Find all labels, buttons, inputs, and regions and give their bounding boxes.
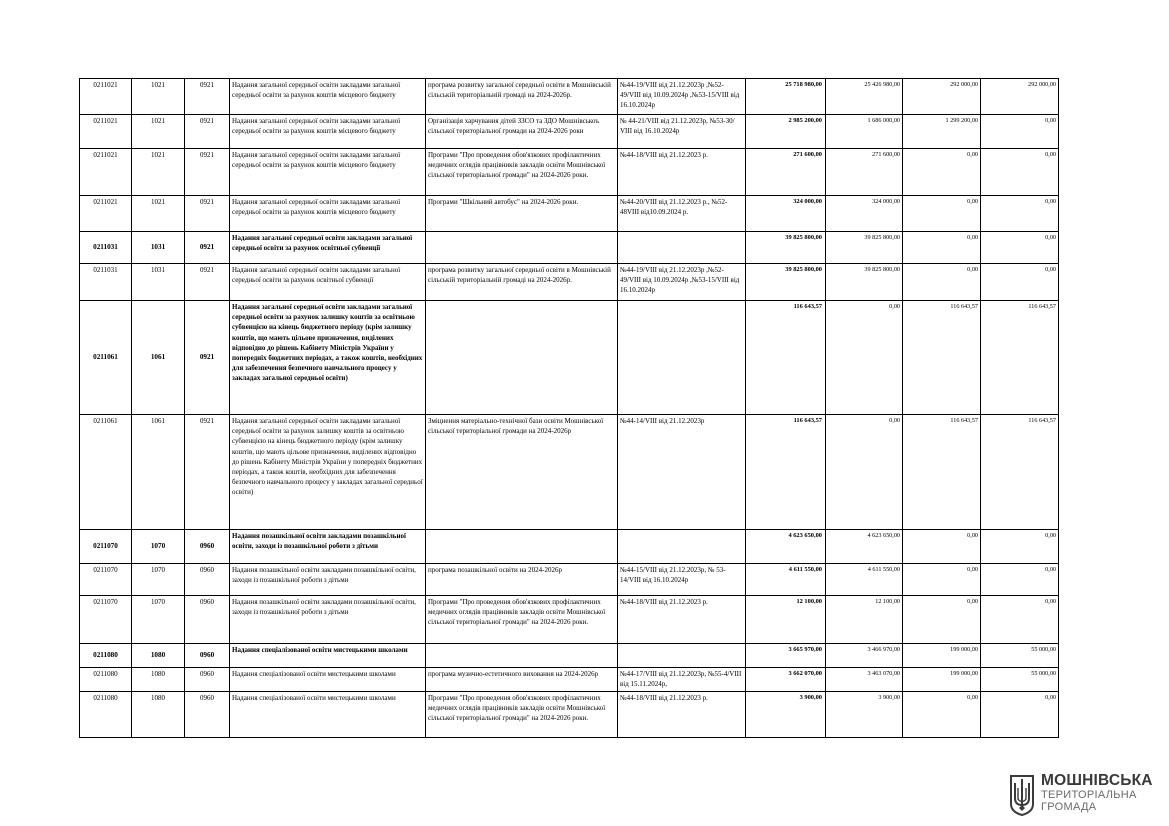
decision-cell: №44-19/VIII від 21.12.2023р ,№52-49/VIII від 10.09.2024р ,№53-15/VIII від 16.10.2024р bbox=[618, 79, 746, 115]
kfkv-cell: 0921 bbox=[185, 301, 230, 415]
kpkv-cell: 0211070 bbox=[80, 530, 132, 564]
kfkv-cell: 0921 bbox=[185, 79, 230, 115]
total-amount-cell: 3 900,00 bbox=[746, 692, 826, 738]
total-amount-cell: 116 643,57 bbox=[746, 415, 826, 530]
decision-cell: №44-15/VIII від 21.12.2023р, № 53-14/VIII від 16.10.2024р bbox=[618, 564, 746, 596]
special-fund-cell: 1 299 200,00 bbox=[903, 115, 981, 149]
kfkv-cell: 0960 bbox=[185, 596, 230, 644]
table-row bbox=[80, 692, 1059, 738]
decision-cell bbox=[618, 301, 746, 415]
development-budget-cell: 55 000,00 bbox=[981, 668, 1059, 692]
target-program-cell: Зміцнення матеріально-технічної бази освіти Мошнівської сільської територіальної громади на 2024-2026р bbox=[426, 415, 618, 530]
general-fund-cell: 0,00 bbox=[826, 415, 903, 530]
decision-cell bbox=[618, 232, 746, 264]
general-fund-cell: 4 611 550,00 bbox=[826, 564, 903, 596]
table-row bbox=[80, 668, 1059, 692]
general-fund-cell: 39 825 800,00 bbox=[826, 264, 903, 301]
development-budget-cell: 0,00 bbox=[981, 264, 1059, 301]
tpkvk-cell: 1070 bbox=[132, 596, 185, 644]
kpkv-cell: 0211080 bbox=[80, 644, 132, 668]
tpkvk-cell: 1080 bbox=[132, 692, 185, 738]
kfkv-cell: 0921 bbox=[185, 115, 230, 149]
tpkvk-cell: 1080 bbox=[132, 644, 185, 668]
table-row bbox=[80, 596, 1059, 644]
decision-cell: № 44-21/VIII від 21.12.2023р, №53-30/ VIII від 16.10.2024р bbox=[618, 115, 746, 149]
development-budget-cell: 116 643,57 bbox=[981, 415, 1059, 530]
kpkv-cell: 0211061 bbox=[80, 415, 132, 530]
special-fund-cell: 0,00 bbox=[903, 264, 981, 301]
target-program-cell: Програми "Про проведення обов'язкових профілактичних медичних оглядів працівників закладів освіти Мошнівської сільської територіальної громади" на 2024-2026 роки. bbox=[426, 149, 618, 196]
kfkv-cell: 0921 bbox=[185, 415, 230, 530]
kfkv-cell: 0921 bbox=[185, 232, 230, 264]
decision-cell: №44-18/VIII від 21.12.2023 р. bbox=[618, 149, 746, 196]
target-program-cell bbox=[426, 301, 618, 415]
table-row bbox=[80, 149, 1059, 196]
general-fund-cell: 271 600,00 bbox=[826, 149, 903, 196]
tpkvk-cell: 1061 bbox=[132, 415, 185, 530]
tpkvk-cell: 1021 bbox=[132, 115, 185, 149]
kfkv-cell: 0921 bbox=[185, 149, 230, 196]
total-amount-cell: 3 662 070,00 bbox=[746, 668, 826, 692]
table-row-subtotal bbox=[80, 530, 1059, 564]
development-budget-cell: 292 000,00 bbox=[981, 79, 1059, 115]
total-amount-cell: 4 623 650,00 bbox=[746, 530, 826, 564]
target-program-cell: Організація харчування дітей ЗЗСО та ЗДО Мошнівськоъ сільської територіальної громади на 2024-2026 роки bbox=[426, 115, 618, 149]
decision-cell: №44-20/VIII від 21.12.2023 р., №52-48VIII від10.09.2024 р. bbox=[618, 196, 746, 232]
kfkv-cell: 0921 bbox=[185, 264, 230, 301]
development-budget-cell: 55 000,00 bbox=[981, 644, 1059, 668]
development-budget-cell: 116 643,57 bbox=[981, 301, 1059, 415]
target-program-cell bbox=[426, 530, 618, 564]
table-row-subtotal bbox=[80, 301, 1059, 415]
kfkv-cell: 0960 bbox=[185, 668, 230, 692]
general-fund-cell: 4 623 650,00 bbox=[826, 530, 903, 564]
table-row bbox=[80, 196, 1059, 232]
general-fund-cell: 0,00 bbox=[826, 301, 903, 415]
program-name-cell: Надання загальної середньої освіти закладами загальної середньої освіти за рахунок коштів місцевого бюджету bbox=[230, 79, 426, 115]
tryzub-emblem-icon bbox=[1009, 774, 1035, 816]
general-fund-cell: 25 426 980,00 bbox=[826, 79, 903, 115]
general-fund-cell: 3 463 070,00 bbox=[826, 668, 903, 692]
total-amount-cell: 324 000,00 bbox=[746, 196, 826, 232]
total-amount-cell: 116 643,57 bbox=[746, 301, 826, 415]
development-budget-cell: 0,00 bbox=[981, 196, 1059, 232]
special-fund-cell: 0,00 bbox=[903, 232, 981, 264]
total-amount-cell: 25 718 980,00 bbox=[746, 79, 826, 115]
special-fund-cell: 116 643,57 bbox=[903, 415, 981, 530]
kpkv-cell: 0211070 bbox=[80, 596, 132, 644]
total-amount-cell: 2 985 200,00 bbox=[746, 115, 826, 149]
kpkv-cell: 0211021 bbox=[80, 115, 132, 149]
decision-cell: №44-17/VIII від 21.12.2023р, №55-4/VIII від 15.11.2024р, bbox=[618, 668, 746, 692]
program-name-cell: Надання загальної середньої освіти закладами загальної середньої освіти за рахунок коштів місцевого бюджету bbox=[230, 196, 426, 232]
development-budget-cell: 0,00 bbox=[981, 149, 1059, 196]
total-amount-cell: 4 611 550,00 bbox=[746, 564, 826, 596]
program-name-cell: Надання позашкільної освіти закладами позашкільної освіти, заходи із позашкільної роботи з дітьми bbox=[230, 564, 426, 596]
kfkv-cell: 0960 bbox=[185, 530, 230, 564]
tpkvk-cell: 1021 bbox=[132, 79, 185, 115]
target-program-cell: Програми "Про проведення обов'язкових профілактичних медичних оглядів працівників закладів освіти Мошнівської сільської територіальної громади" на 2024-2026 роки. bbox=[426, 692, 618, 738]
target-program-cell: програма музично-естетичного виховання на 2024-2026р bbox=[426, 668, 618, 692]
target-program-cell bbox=[426, 232, 618, 264]
special-fund-cell: 199 000,00 bbox=[903, 644, 981, 668]
tpkvk-cell: 1080 bbox=[132, 668, 185, 692]
table-row bbox=[80, 415, 1059, 530]
kpkv-cell: 0211080 bbox=[80, 692, 132, 738]
kfkv-cell: 0921 bbox=[185, 196, 230, 232]
special-fund-cell: 199 000,00 bbox=[903, 668, 981, 692]
target-program-cell: Програми "Про проведення обов'язкових профілактичних медичних оглядів працівників закладів освіти Мошнівської сільської територіальної громади" на 2024-2026 роки. bbox=[426, 596, 618, 644]
kpkv-cell: 0211061 bbox=[80, 301, 132, 415]
table-row-subtotal bbox=[80, 232, 1059, 264]
table-row-subtotal bbox=[80, 644, 1059, 668]
special-fund-cell: 0,00 bbox=[903, 564, 981, 596]
total-amount-cell: 39 825 800,00 bbox=[746, 232, 826, 264]
kpkv-cell: 0211031 bbox=[80, 232, 132, 264]
general-fund-cell: 3 900,00 bbox=[826, 692, 903, 738]
kpkv-cell: 0211080 bbox=[80, 668, 132, 692]
decision-cell bbox=[618, 530, 746, 564]
special-fund-cell: 0,00 bbox=[903, 196, 981, 232]
decision-cell: №44-18/VIII від 21.12.2023 р. bbox=[618, 596, 746, 644]
kpkv-cell: 0211021 bbox=[80, 196, 132, 232]
tpkvk-cell: 1070 bbox=[132, 530, 185, 564]
special-fund-cell: 0,00 bbox=[903, 692, 981, 738]
total-amount-cell: 3 665 970,00 bbox=[746, 644, 826, 668]
development-budget-cell: 0,00 bbox=[981, 115, 1059, 149]
program-name-cell: Надання позашкільної освіти закладами позашкільної освіти, заходи із позашкільної роботи з дітьми bbox=[230, 530, 426, 564]
program-name-cell: Надання загальної середньої освіти закладами загальної середньої освіти за рахунок коштів місцевого бюджету bbox=[230, 149, 426, 196]
tpkvk-cell: 1021 bbox=[132, 196, 185, 232]
logo-subtitle-2: ГРОМАДА bbox=[1041, 801, 1097, 813]
development-budget-cell: 0,00 bbox=[981, 692, 1059, 738]
development-budget-cell: 0,00 bbox=[981, 232, 1059, 264]
general-fund-cell: 3 466 970,00 bbox=[826, 644, 903, 668]
kpkv-cell: 0211031 bbox=[80, 264, 132, 301]
target-program-cell bbox=[426, 644, 618, 668]
program-name-cell: Надання загальної середньої освіти закладами загальної середньої освіти за рахунок залишку коштів за освітньою субвенцією на кінець бюджетного періоду (крім залишку коштів, що мають цільове призначення, виділених відповідно до рішень Кабінету Міністрів України у попередніх бюджетних періодах, а також коштів, необхідних для забезпечення безпечного навчального процесу у закладах загальної середньої освіти) bbox=[230, 301, 426, 415]
general-fund-cell: 1 686 000,00 bbox=[826, 115, 903, 149]
total-amount-cell: 271 600,00 bbox=[746, 149, 826, 196]
tpkvk-cell: 1021 bbox=[132, 149, 185, 196]
special-fund-cell: 0,00 bbox=[903, 149, 981, 196]
special-fund-cell: 0,00 bbox=[903, 596, 981, 644]
program-name-cell: Надання загальної середньої освіти закладами загальної середньої освіти за рахунок освітньої субвенції bbox=[230, 264, 426, 301]
general-fund-cell: 324 000,00 bbox=[826, 196, 903, 232]
target-program-cell: програма позашкільної освіти на 2024-2026р bbox=[426, 564, 618, 596]
tpkvk-cell: 1031 bbox=[132, 232, 185, 264]
table-row bbox=[80, 79, 1059, 115]
table-row bbox=[80, 264, 1059, 301]
kpkv-cell: 0211070 bbox=[80, 564, 132, 596]
tpkvk-cell: 1070 bbox=[132, 564, 185, 596]
program-name-cell: Надання позашкільної освіти закладами позашкільної освіти, заходи із позашкільної роботи з дітьми bbox=[230, 596, 426, 644]
program-name-cell: Надання спеціалізованої освіти мистецькими школами bbox=[230, 644, 426, 668]
kpkv-cell: 0211021 bbox=[80, 79, 132, 115]
program-name-cell: Надання загальної середньої освіти закладами загальної середньої освіти за рахунок коштів місцевого бюджету bbox=[230, 115, 426, 149]
development-budget-cell: 0,00 bbox=[981, 530, 1059, 564]
special-fund-cell: 116 643,57 bbox=[903, 301, 981, 415]
program-name-cell: Надання спеціалізованої освіти мистецькими школами bbox=[230, 668, 426, 692]
kfkv-cell: 0960 bbox=[185, 564, 230, 596]
program-name-cell: Надання загальної середньої освіти закладами загальної середньої освіти за рахунок освітньої субвенції bbox=[230, 232, 426, 264]
tpkvk-cell: 1031 bbox=[132, 264, 185, 301]
target-program-cell: програма розвитку загальної середньої освіти в Мошнівській сільській територіальній громаді на 2024-2026р. bbox=[426, 264, 618, 301]
general-fund-cell: 12 100,00 bbox=[826, 596, 903, 644]
decision-cell: №44-14/VIII від 21.12.2023р bbox=[618, 415, 746, 530]
special-fund-cell: 0,00 bbox=[903, 530, 981, 564]
kfkv-cell: 0960 bbox=[185, 644, 230, 668]
special-fund-cell: 292 000,00 bbox=[903, 79, 981, 115]
table-row bbox=[80, 115, 1059, 149]
target-program-cell: Програми "Шкільний автобус" на 2024-2026 роки. bbox=[426, 196, 618, 232]
development-budget-cell: 0,00 bbox=[981, 596, 1059, 644]
kfkv-cell: 0960 bbox=[185, 692, 230, 738]
target-program-cell: програма розвитку загальної середньої освіти в Мошнівській сільській територіальній громаді на 2024-2026р. bbox=[426, 79, 618, 115]
decision-cell: №44-18/VIII від 21.12.2023 р. bbox=[618, 692, 746, 738]
total-amount-cell: 12 100,00 bbox=[746, 596, 826, 644]
kpkv-cell: 0211021 bbox=[80, 149, 132, 196]
decision-cell: №44-19/VIII від 21.12.2023р ,№52-49/VIII від 10.09.2024р ,№53-15/VIII від 16.10.2024р bbox=[618, 264, 746, 301]
community-logo bbox=[1009, 772, 1159, 818]
table-row bbox=[80, 564, 1059, 596]
program-name-cell: Надання загальної середньої освіти закладами загальної середньої освіти за рахунок залишку коштів за освітньою субвенцією на кінець бюджетного періоду (крім залишку коштів, що мають цільове призначення, виділених відповідно до рішень Кабінету Міністрів України у попередніх бюджетних періодах, а також коштів, необхідних для забезпечення безпечного навчального процесу у закладах загальної середньої освіти) bbox=[230, 415, 426, 530]
budget-programs-table bbox=[79, 78, 1059, 738]
tpkvk-cell: 1061 bbox=[132, 301, 185, 415]
program-name-cell: Надання спеціалізованої освіти мистецькими школами bbox=[230, 692, 426, 738]
total-amount-cell: 39 825 800,00 bbox=[746, 264, 826, 301]
decision-cell bbox=[618, 644, 746, 668]
logo-title: МОШНІВСЬКА bbox=[1041, 772, 1153, 789]
development-budget-cell: 0,00 bbox=[981, 564, 1059, 596]
general-fund-cell: 39 825 800,00 bbox=[826, 232, 903, 264]
logo-subtitle-1: ТЕРИТОРІАЛЬНА bbox=[1041, 789, 1137, 801]
